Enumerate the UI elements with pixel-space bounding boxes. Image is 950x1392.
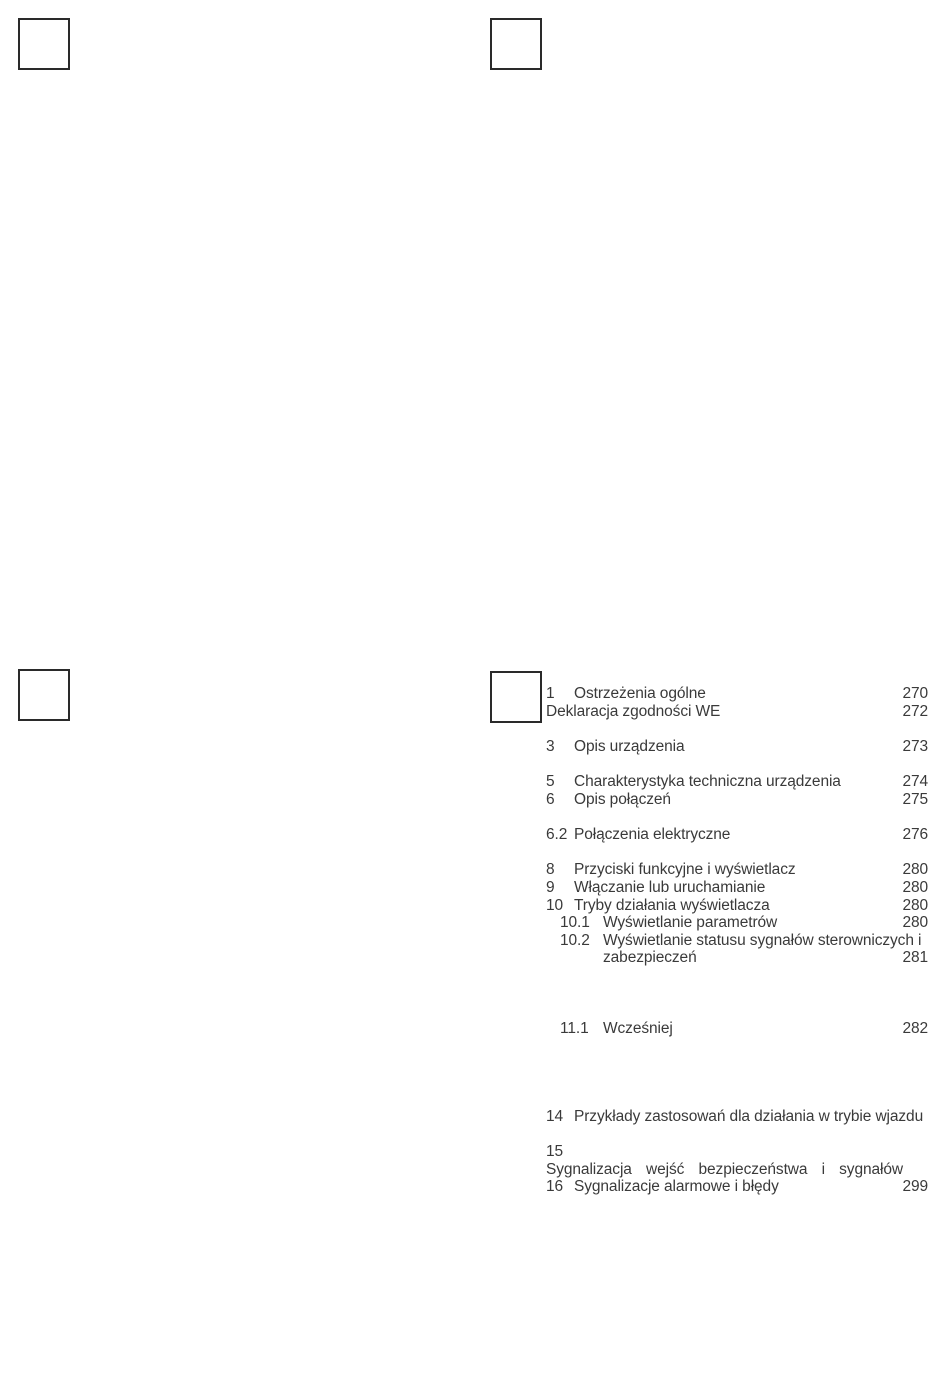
toc-entry-title: Deklaracja zgodności WE [546,703,721,720]
toc-entry-page: 274 [902,773,928,790]
toc-entry[interactable] [546,1178,931,1196]
toc-entry-title: Sygnalizacje alarmowe i błędy [574,1178,779,1195]
toc-word: i [821,1161,825,1178]
toc-entry-page: 276 [902,826,928,843]
toc-entry-number: 10.2 [560,932,590,949]
toc-entry-page: 272 [902,703,928,720]
toc-entry[interactable] [546,861,931,879]
toc-entry-number: 5 [546,773,555,790]
toc-entry-page: 280 [902,861,928,878]
toc-entry-title: Wcześniej [603,1020,673,1037]
toc-entry-page: 280 [902,914,928,931]
toc-entry-number: 3 [546,738,555,755]
toc-entry-page: 281 [902,949,928,966]
toc-entry-page: 273 [902,738,928,755]
toc-entry-title: Przykłady zastosowań dla działania w trybie wjazdu [574,1108,924,1125]
toc-entry-title: Włączanie lub uruchamianie [574,879,766,896]
toc-word: wejść [646,1161,685,1178]
toc-entry-page: 299 [902,1178,928,1195]
toc-entry[interactable] [546,932,931,950]
toc-entry-title: Wyświetlanie parametrów [603,914,778,931]
toc-entry-title: Połączenia elektryczne [574,826,731,843]
toc-entry-title: Opis połączeń [574,791,671,808]
checkbox-square [18,18,70,70]
toc-entry-page: 270 [902,685,928,702]
toc-entry[interactable] [546,914,931,932]
toc-entry[interactable] [546,1143,931,1179]
toc-entry-number: 16 [546,1178,564,1195]
toc-entry-page: 280 [902,897,928,914]
toc-entry-number: 14 [546,1108,564,1125]
toc-entry-number: 9 [546,879,555,896]
toc-entry-continuation[interactable] [546,949,931,967]
toc-entry[interactable] [546,791,931,809]
toc-word: Sygnalizacja [546,1161,632,1178]
toc-entry-number: 10 [546,897,564,914]
toc-entry[interactable] [546,826,931,844]
toc-entry-page: 280 [902,879,928,896]
toc-entry-number: 15 [546,1143,564,1160]
toc-entry-number: 10.1 [560,914,590,931]
toc-entry-title-line1: Wyświetlanie statusu sygnałów sterowniczych i [603,932,922,949]
toc-entry[interactable] [546,703,931,721]
toc-entry[interactable] [546,897,931,915]
toc-entry-title: Opis urządzenia [574,738,685,755]
toc-entry-page: 275 [902,791,928,808]
toc-entry-title: Przyciski funkcyjne i wyświetlacz [574,861,796,878]
toc-entry-number: 6.2 [546,826,568,843]
toc-entry[interactable] [546,879,931,897]
toc-entry-number: 6 [546,791,555,808]
checkbox-square [490,18,542,70]
toc-word: sygnałów [839,1161,903,1178]
toc-entry-title: Ostrzeżenia ogólne [574,685,706,702]
toc-entry[interactable] [546,773,931,791]
toc-word: bezpieczeństwa [698,1161,808,1178]
toc-entry-title: Charakterystyka techniczna urządzenia [574,773,841,790]
toc-entry[interactable] [546,1020,931,1038]
toc-entry[interactable] [546,1108,931,1126]
checkbox-square [18,669,70,721]
toc-entry-number: 8 [546,861,555,878]
toc-entry[interactable] [546,685,931,703]
toc-entry-number: 1 [546,685,555,702]
toc-entry-title-line2: zabezpieczeń [603,949,697,966]
toc-entry-number: 11.1 [560,1020,589,1037]
checkbox-square [490,671,542,723]
toc-entry-title [546,1161,903,1179]
toc-entry-title: Tryby działania wyświetlacza [574,897,770,914]
toc-entry-title [603,932,931,950]
toc-entry[interactable] [546,738,931,756]
toc-entry-page: 282 [902,1020,928,1037]
